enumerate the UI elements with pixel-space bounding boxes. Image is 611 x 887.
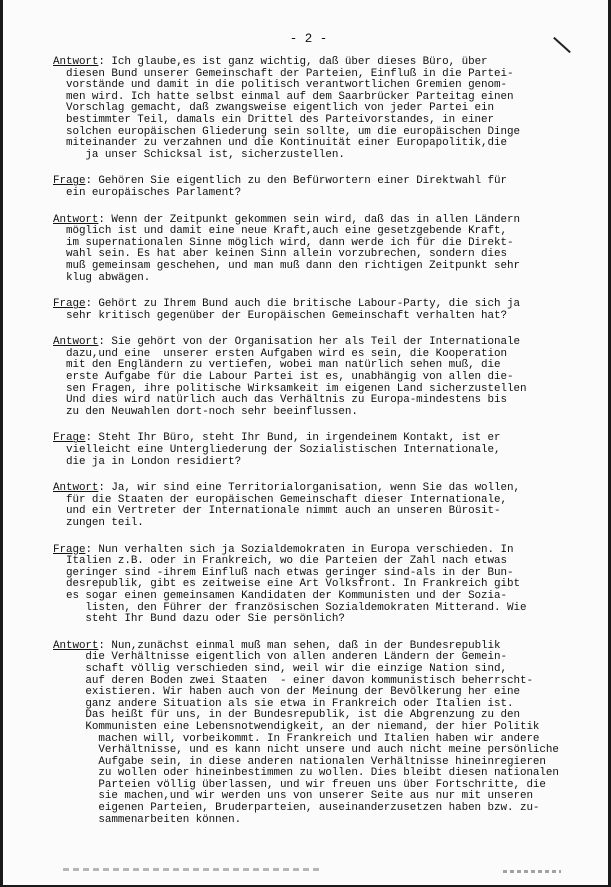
interview-transcript: [53, 57, 583, 841]
line-text: wahl sein. Es hat aber keinen Sinn allein vorzubrechen, sondern dies: [53, 248, 507, 261]
question-label: Frage: [53, 175, 86, 188]
answer-label: Antwort: [53, 336, 99, 349]
question-label: Frage: [53, 298, 86, 311]
line-text: Parteien völlig überlassen, und wir freuen uns über Fortschritte, die: [53, 778, 546, 791]
line-text: im supernationalen Sinne möglich wird, dann werde ich für die Direkt-: [53, 236, 514, 249]
line-text: für die Staaten der europäischen Gemeinschaft dieser Internationale,: [53, 493, 507, 506]
line-text: sehr kritisch gegenüber der Europäischen Gemeinschaft verhalten hat?: [53, 309, 507, 322]
footer-smudge-right: [503, 870, 561, 873]
question-paragraph: [53, 176, 583, 199]
line-text: : Ja, wir sind eine Territorialorganisation, wenn Sie das wollen,: [98, 482, 520, 495]
line-text: eigenen Parteien, Bruderparteien, auseinanderzusetzen haben bzw. zu-: [53, 802, 540, 815]
line-text: miteinander zu verzahnen und die Kontinuität einer Europapolitik,die: [53, 137, 507, 150]
answer-paragraph: [53, 337, 583, 418]
answer-paragraph: [53, 215, 583, 285]
answer-label: Antwort: [53, 482, 99, 495]
line-text: es sogar einen gemeinsamen Kandidaten der Kommunisten und der Sozia-: [53, 589, 507, 602]
line-text: zu wollen oder hineinbestimmen zu wollen. Dies bleibt diesen nationalen: [53, 767, 559, 780]
text-line: [53, 815, 583, 827]
line-text: existieren. Wir haben auch von der Meinung der Bevölkerung her eine: [53, 686, 520, 699]
line-text: vielleicht eine Untergliederung der Sozialistischen Internationale,: [53, 444, 501, 457]
text-line: [53, 150, 583, 162]
line-text: muß gemeinsam geschehen, und man muß dann den richtigen Zeitpunkt sehr: [53, 259, 520, 272]
line-text: ganz andere Situation als sie etwa in Frankreich oder Italien ist.: [53, 697, 514, 710]
line-text: bestimmter Teil, damals ein Drittel des Parteivorstandes, in einer: [53, 113, 495, 126]
line-text: die Verhältnisse eigentlich von allen anderen Ländern der Gemein-: [53, 651, 507, 664]
answer-label: Antwort: [53, 639, 99, 652]
text-line: [53, 614, 583, 626]
question-label: Frage: [53, 432, 86, 445]
line-text: klug abwägen.: [53, 271, 151, 284]
line-text: ein europäisches Parlament?: [53, 186, 242, 199]
line-text: machen will, vorbeikommt. In Frankreich und Italien haben wir andere: [53, 732, 540, 745]
text-line: [53, 457, 583, 469]
question-paragraph: [53, 299, 583, 322]
footer-smudge: [63, 868, 323, 871]
line-text: mit den Engländern zu vertiefen, wobei man natürlich sehen muß, die: [53, 359, 501, 372]
line-text: listen, den Führer der französischen Sozialdemokraten Mitterand. Wie: [53, 601, 527, 614]
line-text: die ja in London residiert?: [53, 455, 242, 468]
line-text: Das heißt für uns, in der Bundesrepublik, ist die Abgrenzung zu den: [53, 709, 520, 722]
line-text: geringer sind -ihrem Einfluß nach etwas geringer sind-als in der Bun-: [53, 566, 514, 579]
line-text: Kommunisten eine Lebensnotwendigkeit, an der niemand, der hier Politik: [53, 720, 540, 733]
text-line: [53, 188, 583, 200]
line-text: : Sie gehört von der Organisation her als Teil der Internationale: [98, 336, 520, 349]
line-text: schaft völlig verschieden sind, weil wir die einzige Nation sind,: [53, 662, 507, 675]
question-label: Frage: [53, 543, 86, 556]
line-text: : Gehören Sie eigentlich zu den Befürwortern einer Direktwahl für: [85, 175, 507, 188]
line-text: zu den Neuwahlen dort-noch sehr beeinflussen.: [53, 405, 358, 418]
page-number: - 2 -: [289, 32, 328, 46]
line-text: Italien z.B. oder in Frankreich, wo die Parteien der Zahl nach etwas: [53, 555, 507, 568]
line-text: und ein Vertreter der Internationale nimmt auch an unseren Bürosit-: [53, 505, 501, 518]
line-text: erste Aufgabe für die Labour Partei ist es, unabhängig von allen die-: [53, 371, 514, 384]
line-text: : Ich glaube,es ist ganz wichtig, daß über dieses Büro, über: [98, 56, 488, 68]
line-text: ja unser Schicksal ist, sicherzustellen.: [53, 148, 345, 161]
text-line: [53, 518, 583, 530]
answer-label: Antwort: [53, 213, 99, 226]
question-paragraph: [53, 433, 583, 468]
line-text: : Wenn der Zeitpunkt gekommen sein wird, daß das in allen Ländern: [98, 213, 520, 226]
line-text: solchen europäischen Gliederung sein sollte, um die europäischen Dinge: [53, 125, 520, 138]
line-text: Vorschlag gemacht, daß zwangsweise eigentlich von jeder Partei ein: [53, 102, 495, 115]
answer-paragraph: [53, 57, 583, 161]
line-text: sammenarbeiten können.: [53, 813, 242, 826]
line-text: : Nun verhalten sich ja Sozialdemokraten in Europa verschieden. In: [85, 543, 514, 556]
line-text: vorstände und damit in die politisch verantwortlichen Gremien genom-: [53, 79, 507, 92]
line-text: : Steht Ihr Büro, steht Ihr Bund, in irgendeinem Kontakt, ist er: [85, 432, 501, 445]
line-text: sie machen,und wir werden uns von unserer Seite aus nur mit unseren: [53, 790, 533, 803]
line-text: diesen Bund unserer Gemeinschaft der Parteien, Einfluß in die Partei-: [53, 67, 514, 80]
line-text: : Nun,zunächst einmal muß man sehen, daß in der Bundesrepublik: [98, 639, 501, 652]
answer-paragraph: [53, 483, 583, 529]
text-line: [53, 311, 583, 323]
line-text: auf deren Boden zwei Staaten - einer davon kommunistisch beherrscht-: [53, 674, 533, 687]
line-text: steht Ihr Bund dazu oder Sie persönlich?: [53, 613, 345, 626]
line-text: dazu,und eine unserer ersten Aufgaben wird es sein, die Kooperation: [53, 347, 507, 360]
line-text: Verhältnisse, und es kann nicht unsere und auch nicht meine persönliche: [53, 744, 559, 757]
text-line: [53, 407, 583, 419]
text-line: [53, 273, 583, 285]
line-text: desrepublik, gibt es zeitweise eine Art Volksfront. In Frankreich gibt: [53, 578, 520, 591]
line-text: : Gehört zu Ihrem Bund auch die britische Labour-Party, die sich ja: [85, 298, 520, 311]
answer-paragraph: [53, 641, 583, 827]
line-text: sen Fragen, ihre politische Wirksamkeit im eigenen Land sicherzustellen: [53, 382, 527, 395]
answer-label: Antwort: [53, 56, 99, 68]
question-paragraph: [53, 545, 583, 626]
line-text: möglich ist und damit eine neue Kraft,auch eine gesetzgebende Kraft,: [53, 225, 507, 238]
line-text: zungen teil.: [53, 517, 144, 529]
line-text: Aufgabe sein, in diese anderen nationalen Verhältnisse hineinregieren: [53, 755, 546, 768]
line-text: Und dies wird natürlich auch das Verhältnis zu Europa-mindestens bis: [53, 394, 507, 407]
line-text: men wird. Ich hatte selbst einmal auf dem Saarbrücker Parteitag einen: [53, 90, 514, 103]
